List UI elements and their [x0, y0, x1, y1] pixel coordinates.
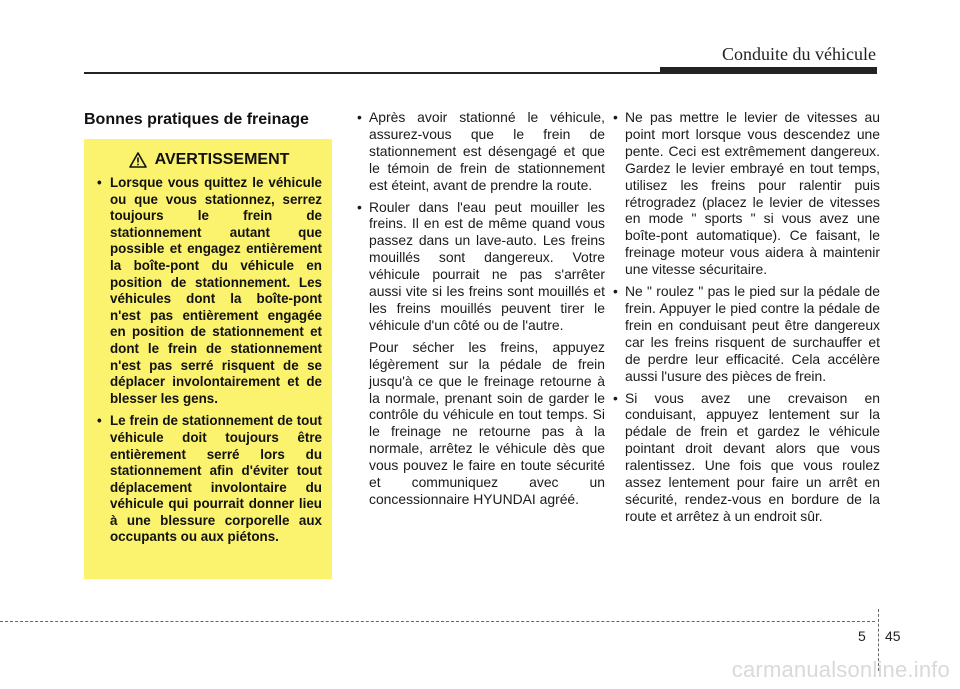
list-item-text: Rouler dans l'eau peut mouiller les freins. Il en est de même quand vous passez dans un lave-auto. Les freins mouillés sont dangereux. Votre véhicule pourrait ne pas s'arrêter aussi vite si les freins sont mouillés et les freins mouillés peuvent tirer le véhicule d'un côté ou de l'autre. [369, 198, 605, 333]
bullet: • [97, 413, 102, 429]
warning-item-text: Le frein de stationnement de tout véhicule doit toujours être entièrement serré lors du stationnement afin d'éviter tout déplacement involontaire du véhicule qui pourrait donner lieu à une blessure corporelle aux occupants ou aux piétons. [110, 413, 322, 545]
bullet: • [613, 389, 618, 406]
warning-item-text: Lorsque vous quittez le véhicule ou que vous stationnez, serrez toujours le frein de stationnement autant que possible et engagez entièrement la boîte-pont du véhicule en position de stationnement. Les véhicules dont la boîte-pont n'est pas entièrement engagée en position de stationnement et dont le frein de stationnement n'est pas serré risquent de se déplacer involontairement et de blesser les gens. [110, 175, 322, 406]
bullet-list [612, 109, 880, 525]
list-item-text: Ne " roulez " pas le pied sur la pédale de frein. Appuyer le pied contre la pédale de frein en conduisant peut être dangereux car les freins risquent de surchauffer et de perdre leur efficacité. Cela accélère aussi l'usure des pièces de frein. [625, 283, 880, 384]
warning-item [96, 413, 322, 546]
list-item [612, 390, 880, 525]
list-item [356, 199, 605, 334]
list-item-text: Après avoir stationné le véhicule, assurez-vous que le frein de stationnement est désengagé et que le témoin de frein de stationnement est éteint, avant de prendre la route. [369, 109, 605, 193]
footer-rule [0, 621, 875, 622]
list-item-text: Ne pas mettre le levier de vitesses au point mort lorsque vous descendez une pente. Ceci est extrêmement dangereux. Gardez le levier embrayé en tout temps, utilisez les freins pour ralentir puis rétrogradez (placez le levier de vitesses en mode " sports " si vous avez une boîte-pont automatique). Ce faisant, le freinage moteur vous aidera à maintenir une vitesse sécuritaire. [625, 109, 880, 278]
bullet: • [613, 283, 618, 300]
watermark: carmanualsonline.info [731, 657, 950, 682]
warning-title: AVERTISSEMENT [154, 151, 290, 168]
warning-triangle-icon [129, 152, 147, 168]
warning-header [96, 151, 322, 169]
bullet-list [356, 109, 605, 334]
chapter-number: 5 [858, 628, 866, 644]
header-rule [84, 72, 660, 74]
text-column-middle [356, 109, 605, 508]
bullet: • [97, 175, 102, 190]
bullet: • [613, 109, 618, 125]
text-column-right [612, 109, 880, 530]
bullet: • [357, 198, 362, 215]
warning-list [96, 175, 322, 546]
list-item-text: Si vous avez une crevaison en conduisant, appuyez lentement sur la pédale de frein et gardez le véhicule pointant droit devant alors que vous ralentissez. Une fois que vous roulez assez lentement pour faire un arrêt en sécurité, rendez-vous en bordure de la route et arrêtez à un endroit sûr. [625, 389, 880, 524]
warning-box [84, 139, 332, 579]
section-heading: Bonnes pratiques de freinage [84, 111, 309, 128]
list-item [356, 109, 605, 194]
header-rule-accent [660, 67, 877, 74]
page-number: 45 [885, 628, 901, 644]
bullet: • [357, 109, 362, 125]
warning-item [96, 175, 322, 407]
paragraph: Pour sécher les freins, appuyez légèrement sur la pédale de frein jusqu'à ce que le freinage retourne à la normale, prenant soin de garder le contrôle du véhicule en tout temps. Si le freinage ne retourne pas à la normale, arrêtez le véhicule dès que vous pouvez le faire en toute sécurité et communiquez avec un concessionnaire HYUNDAI agréé. [369, 338, 605, 507]
list-item [612, 109, 880, 278]
chapter-title: Conduite du véhicule [722, 44, 876, 64]
list-item [612, 283, 880, 384]
